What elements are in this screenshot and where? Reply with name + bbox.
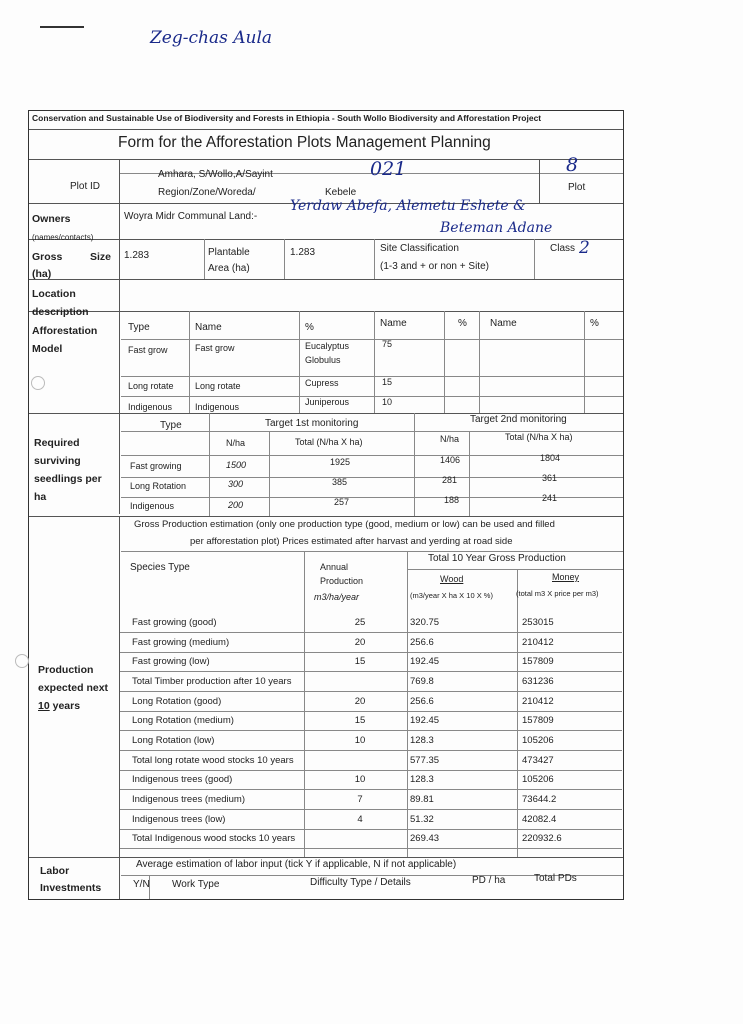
class-value-hw: 2	[579, 238, 590, 258]
hole-punch-mark	[15, 654, 29, 668]
production-label-3: 10 years	[38, 700, 81, 712]
labor-label-1: Labor	[40, 865, 70, 877]
prod-row-species: Fast growing (low)	[132, 656, 210, 668]
table-row-divider	[120, 789, 622, 790]
prod-row-species: Fast growing (good)	[132, 617, 217, 628]
owners-sub: (names/contacts)	[32, 233, 94, 242]
region-label: Region/Zone/Woreda/	[158, 187, 256, 198]
aff-head-name2: Name	[380, 318, 407, 329]
prod-row-species: Total Timber production after 10 years	[132, 675, 292, 687]
project-name: Conservation and Sustainable Use of Biodiversity and Forests in Ethiopia - South Wollo Biodiversity and Afforestation Project	[32, 113, 542, 123]
aff-row-type: Long rotate	[128, 381, 174, 391]
prod-row-annual: 4	[357, 813, 363, 825]
plantable-label: Plantable	[208, 247, 250, 258]
aff-row-name: Indigenous	[195, 402, 240, 412]
region-value: Amhara, S/Wollo,A/Sayint	[158, 169, 273, 180]
aff-row-name: Fast grow	[195, 343, 235, 353]
surv-row-type: Indigenous	[130, 501, 175, 511]
prod-row-wood: 269.43	[410, 833, 440, 845]
prod-row-wood: 128.3	[410, 734, 434, 746]
aff-head-pct: %	[305, 322, 314, 333]
surv-row-t2: 361	[542, 473, 558, 483]
prod-row-money: 220932.6	[522, 833, 562, 845]
gross-label: Gross	[32, 251, 63, 263]
table-row-divider	[120, 809, 622, 810]
table-row-divider	[120, 829, 622, 830]
aff-row-species: Cupress	[305, 378, 339, 388]
pen-stroke	[40, 26, 84, 28]
prod-row-species: Indigenous trees (low)	[132, 813, 226, 825]
prod-head-annual: Annual	[320, 562, 349, 572]
table-row-divider	[120, 750, 622, 751]
aff-row-type: Fast grow	[128, 345, 168, 355]
surv-head-t1: Target 1st monitoring	[265, 418, 359, 429]
prod-row-wood: 51.32	[410, 813, 434, 825]
prod-row-annual: 20	[354, 636, 366, 648]
prod-row-species: Indigenous trees (good)	[132, 774, 233, 786]
surv-row-type: Fast growing	[130, 461, 182, 471]
prod-row-money: 631236	[522, 675, 554, 687]
owners-handwriting-2: Beteman Adane	[440, 220, 553, 236]
surv-row-t2: 1804	[540, 453, 561, 463]
owners-handwriting-1: Yerdaw Abefa, Alemetu Eshete &	[290, 198, 526, 214]
surviving-label-2: surviving	[34, 455, 81, 467]
surv-row-n2: 1406	[440, 455, 461, 465]
plantable-value: 1.283	[290, 247, 316, 258]
handwritten-note: Zeg-chas Aula	[150, 28, 273, 48]
plot-number-right-hw: 8	[566, 154, 579, 176]
aff-row-pct: 75	[382, 339, 393, 349]
table-row-divider	[120, 711, 622, 712]
table-row-divider	[120, 652, 622, 653]
surv-row-t2: 241	[542, 493, 558, 503]
labor-total: Total PDs	[534, 873, 577, 884]
aff-head-pct2: %	[458, 318, 467, 329]
prod-row-species: Long Rotation (medium)	[132, 715, 234, 727]
prod-row-species: Long Rotation (low)	[132, 734, 215, 746]
aff-row-name: Long rotate	[195, 381, 241, 391]
aff-head-type: Type	[128, 322, 150, 333]
table-row-divider	[120, 632, 622, 633]
table-row-divider	[120, 691, 622, 692]
plantable-area-label: Area (ha)	[208, 263, 250, 274]
prod-row-money: 473427	[522, 754, 554, 766]
prod-row-species: Fast growing (medium)	[132, 636, 230, 648]
aff-head-name: Name	[195, 322, 222, 333]
surv-head-nha: N/ha	[226, 438, 246, 448]
plot-label: Plot	[568, 182, 586, 193]
surv-row-t1: 257	[334, 497, 350, 507]
prod-row-species: Total long rotate wood stocks 10 years	[132, 754, 294, 766]
surv-head-total2: Total (N/ha X ha)	[505, 432, 573, 442]
prod-row-money: 157809	[522, 656, 554, 668]
site-class-label: Site Classification	[380, 243, 459, 254]
plot-id-label: Plot ID	[70, 181, 101, 192]
prod-row-wood: 577.35	[410, 754, 440, 766]
prod-row-annual: 15	[354, 715, 366, 727]
prod-row-annual: 10	[354, 734, 366, 746]
prod-row-annual: 15	[354, 656, 366, 668]
prod-row-money: 210412	[522, 636, 554, 648]
prod-row-money: 210412	[522, 695, 554, 707]
prod-head-money-unit: (total m3 X price per m3)	[516, 589, 599, 598]
table-row-divider	[120, 730, 622, 731]
labor-note: Average estimation of labor input (tick Y if applicable, N if not applicable)	[136, 859, 457, 870]
hole-punch-mark	[31, 376, 45, 390]
production-note-2: per afforestation plot) Prices estimated after harvast and yerding at road side	[190, 536, 513, 547]
prod-row-species: Indigenous trees (medium)	[132, 793, 245, 805]
surv-row-t1: 385	[332, 477, 348, 487]
afforestation-model-label: Model	[32, 343, 63, 355]
prod-row-annual: 25	[354, 617, 366, 628]
table-row-divider	[120, 770, 622, 771]
table-row-divider	[120, 848, 622, 849]
gross-unit: (ha)	[32, 268, 52, 280]
prod-row-money: 105206	[522, 774, 554, 786]
class-label: Class	[550, 243, 576, 254]
aff-head-name3: Name	[490, 318, 517, 329]
surv-row-n2: 188	[444, 495, 460, 505]
site-class-note: (1-3 and + or non + Site)	[380, 261, 489, 272]
prod-row-money: 42082.4	[522, 813, 557, 825]
aff-head-pct3: %	[590, 318, 599, 329]
prod-row-annual: 10	[354, 774, 366, 786]
production-label-1: Production	[38, 664, 94, 676]
form-title: Form for the Afforestation Plots Management Planning	[118, 134, 491, 151]
owners-label: Owners	[32, 213, 71, 225]
prod-head-wood: Wood	[440, 574, 464, 584]
prod-row-wood: 192.45	[410, 715, 440, 727]
location-description-label: description	[32, 306, 89, 318]
surv-head-t2: Target 2nd monitoring	[470, 414, 567, 425]
labor-pd: PD / ha	[472, 875, 506, 886]
location-label: Location	[32, 288, 76, 300]
surv-row-n2: 281	[442, 475, 458, 485]
surviving-label-4: ha	[34, 491, 47, 503]
labor-yn: Y/N	[133, 879, 150, 890]
prod-row-money: 73644.2	[522, 793, 557, 805]
prod-row-money: 253015	[522, 617, 554, 628]
surv-row-t1: 1925	[330, 457, 351, 467]
afforestation-label: Afforestation	[32, 325, 98, 337]
surviving-label-3: seedlings per	[34, 473, 102, 485]
aff-row-species2: Globulus	[305, 355, 341, 365]
prod-row-wood: 128.3	[410, 774, 434, 786]
table-row-divider	[120, 671, 622, 672]
prod-row-money: 157809	[522, 715, 554, 727]
prod-head-prod: Production	[320, 576, 364, 586]
surv-row-n1: 200	[228, 500, 244, 510]
surv-head-nha2: N/ha	[440, 434, 460, 444]
production-note-1: Gross Production estimation (only one production type (good, medium or low) can be used and filled	[134, 519, 555, 530]
aff-row-type: Indigenous	[128, 402, 173, 412]
surv-row-type: Long Rotation	[130, 481, 187, 491]
prod-row-money: 105206	[522, 734, 554, 746]
kebele-label: Kebele	[325, 187, 357, 198]
surv-row-n1: 1500	[226, 460, 247, 470]
labor-difficulty: Difficulty Type / Details	[310, 877, 411, 888]
prod-head-unit: m3/ha/year	[314, 592, 360, 602]
prod-head-wood-unit: (m3/year X ha X 10 X %)	[410, 591, 493, 600]
prod-row-species: Total Indigenous wood stocks 10 years	[132, 833, 296, 845]
production-label-2: expected next	[38, 682, 109, 694]
prod-row-wood: 89.81	[410, 793, 434, 805]
prod-row-wood: 192.45	[410, 656, 440, 668]
prod-row-annual: 7	[357, 793, 363, 805]
prod-head-species: Species Type	[130, 562, 190, 573]
prod-row-annual: 20	[354, 695, 366, 707]
aff-row-species: Juniperous	[305, 397, 350, 407]
aff-row-pct: 15	[382, 377, 393, 387]
prod-row-wood: 256.6	[410, 636, 434, 648]
gross-value: 1.283	[124, 250, 150, 261]
surv-row-n1: 300	[228, 479, 244, 489]
labor-work-type: Work Type	[172, 879, 220, 890]
surv-head-total: Total (N/ha X ha)	[295, 437, 363, 447]
prod-head-money: Money	[552, 572, 580, 582]
surv-head-type: Type	[160, 420, 182, 431]
surviving-label-1: Required	[34, 437, 80, 449]
labor-label-2: Investments	[40, 882, 102, 894]
aff-row-pct: 10	[382, 397, 393, 407]
size-label: Size	[90, 251, 112, 263]
plot-number-hw: 021	[370, 158, 407, 180]
prod-row-wood: 256.6	[410, 695, 434, 707]
aff-row-species: Eucalyptus	[305, 341, 350, 351]
prod-row-species: Long Rotation (good)	[132, 695, 222, 707]
prod-head-total10: Total 10 Year Gross Production	[428, 553, 566, 564]
prod-row-wood: 320.75	[410, 617, 440, 628]
prod-row-wood: 769.8	[410, 675, 434, 687]
owners-value: Woyra Midr Communal Land:-	[124, 211, 258, 222]
